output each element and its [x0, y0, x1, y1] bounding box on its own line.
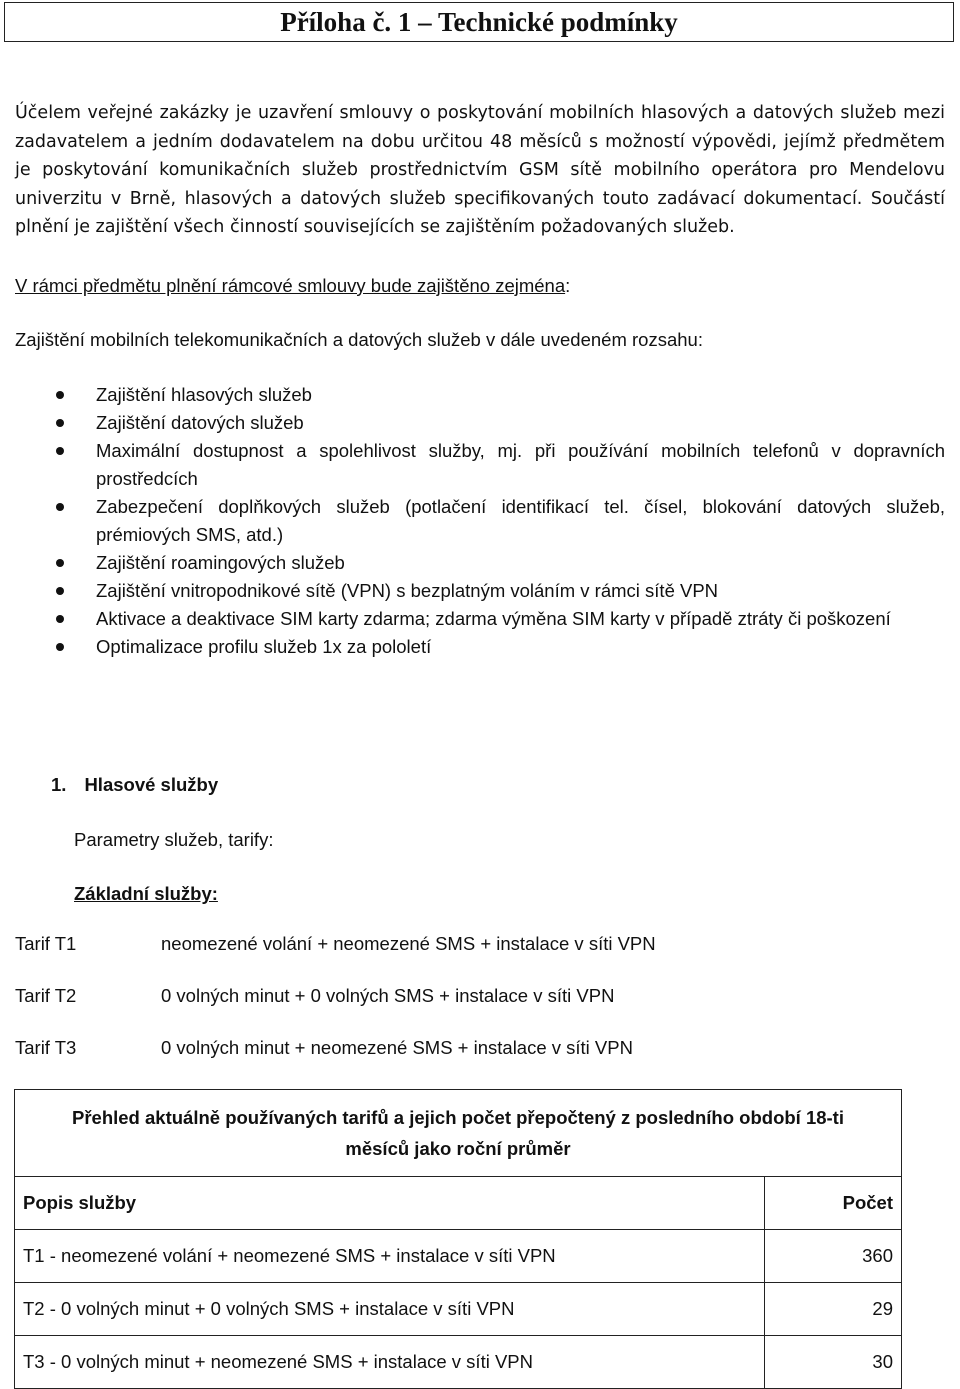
page-title: Příloha č. 1 – Technické podmínky: [4, 2, 954, 42]
scope-heading: [15, 275, 570, 297]
caption-line-2: měsíců jako roční průměr: [345, 1138, 571, 1159]
list-item: [15, 577, 945, 605]
bullet-icon: [56, 615, 64, 623]
section-number: 1.: [51, 774, 67, 795]
table-row: [15, 1336, 902, 1389]
list-item-text: Zajištění hlasových služeb: [96, 384, 312, 405]
table-caption: [15, 1090, 902, 1177]
list-item: [15, 409, 945, 437]
list-item: [15, 605, 945, 633]
cell-count: 30: [765, 1336, 902, 1389]
list-item-text: Zajištění datových služeb: [96, 412, 304, 433]
list-item-text: Zajištění roamingových služeb: [96, 552, 345, 573]
list-item-text: Zajištění vnitropodnikové sítě (VPN) s bezplatným voláním v rámci sítě VPN: [96, 580, 719, 601]
list-item-text: Optimalizace profilu služeb 1x za pololetí: [96, 636, 432, 657]
tariff-code: Tarif T2: [15, 985, 77, 1006]
table-caption-row: [15, 1090, 902, 1177]
bullet-icon: [56, 587, 64, 595]
scope-heading-text: V rámci předmětu plnění rámcové smlouvy bude zajištěno zejména: [15, 275, 566, 296]
cell-count: 29: [765, 1283, 902, 1336]
scope-subheading: Zajištění mobilních telekomunikačních a datových služeb v dále uvedeném rozsahu:: [15, 329, 703, 350]
section-heading-voice: [51, 774, 218, 796]
cell-service: T2 - 0 volných minut + 0 volných SMS + instalace v síti VPN: [15, 1283, 765, 1336]
params-label: Parametry služeb, tarify:: [74, 829, 274, 850]
table-row: [15, 1283, 902, 1336]
caption-line-1: Přehled aktuálně používaných tarifů a jejich počet přepočtený z posledního období 18-ti: [72, 1107, 844, 1128]
column-header-service: Popis služby: [15, 1177, 765, 1230]
list-item: [15, 381, 945, 409]
bullet-icon: [56, 391, 64, 399]
list-item: [15, 633, 945, 661]
list-item-text: Aktivace a deaktivace SIM karty zdarma; zdarma výměna SIM karty v případě ztráty či poškození: [96, 608, 891, 629]
table-header-row: [15, 1177, 902, 1230]
tariff-code: Tarif T3: [15, 1037, 77, 1058]
cell-service: T3 - 0 volných minut + neomezené SMS + instalace v síti VPN: [15, 1336, 765, 1389]
scope-list: [15, 381, 945, 661]
bullet-icon: [56, 447, 64, 455]
tariff-code: Tarif T1: [15, 933, 77, 954]
tariff-desc: neomezené volání + neomezené SMS + instalace v síti VPN: [161, 933, 656, 954]
list-item: [15, 493, 945, 549]
column-header-count: Počet: [765, 1177, 902, 1230]
table-row: [15, 1230, 902, 1283]
tariff-desc: 0 volných minut + neomezené SMS + instalace v síti VPN: [161, 1037, 633, 1058]
bullet-icon: [56, 503, 64, 511]
list-item: [15, 549, 945, 577]
cell-count: 360: [765, 1230, 902, 1283]
bullet-icon: [56, 559, 64, 567]
tariff-desc: 0 volných minut + 0 volných SMS + instalace v síti VPN: [161, 985, 615, 1006]
intro-paragraph: Účelem veřejné zakázky je uzavření smlouvy o poskytování mobilních hlasových a datových služeb mezi zadavatelem a jedním dodavatelem na dobu určitou 48 měsíců s možností výpovědi, jejímž předmětem je poskytování komunikačních služeb prostřednictvím GSM sítě mobilního operátora pro Mendelovu univerzitu v Brně, hlasových a datových služeb specifikovaných touto zadávací dokumentací. Součástí plnění je zajištění všech činností souvisejících se zajištěním požadovaných služeb.: [15, 103, 945, 237]
list-item-text: Zabezpečení doplňkových služeb (potlačení identifikací tel. čísel, blokování datových služeb, prémiových SMS, atd.): [96, 496, 945, 545]
cell-service: T1 - neomezené volání + neomezené SMS + instalace v síti VPN: [15, 1230, 765, 1283]
bullet-icon: [56, 419, 64, 427]
tariff-overview-table: [14, 1089, 902, 1389]
scope-heading-suffix: :: [565, 275, 571, 296]
bullet-icon: [56, 643, 64, 651]
list-item: [15, 437, 945, 493]
basic-services-label: Základní služby:: [74, 883, 218, 904]
section-title: Hlasové služby: [84, 774, 219, 795]
list-item-text: Maximální dostupnost a spolehlivost služby, mj. při používání mobilních telefonů v dopravních prostředcích: [96, 440, 945, 489]
